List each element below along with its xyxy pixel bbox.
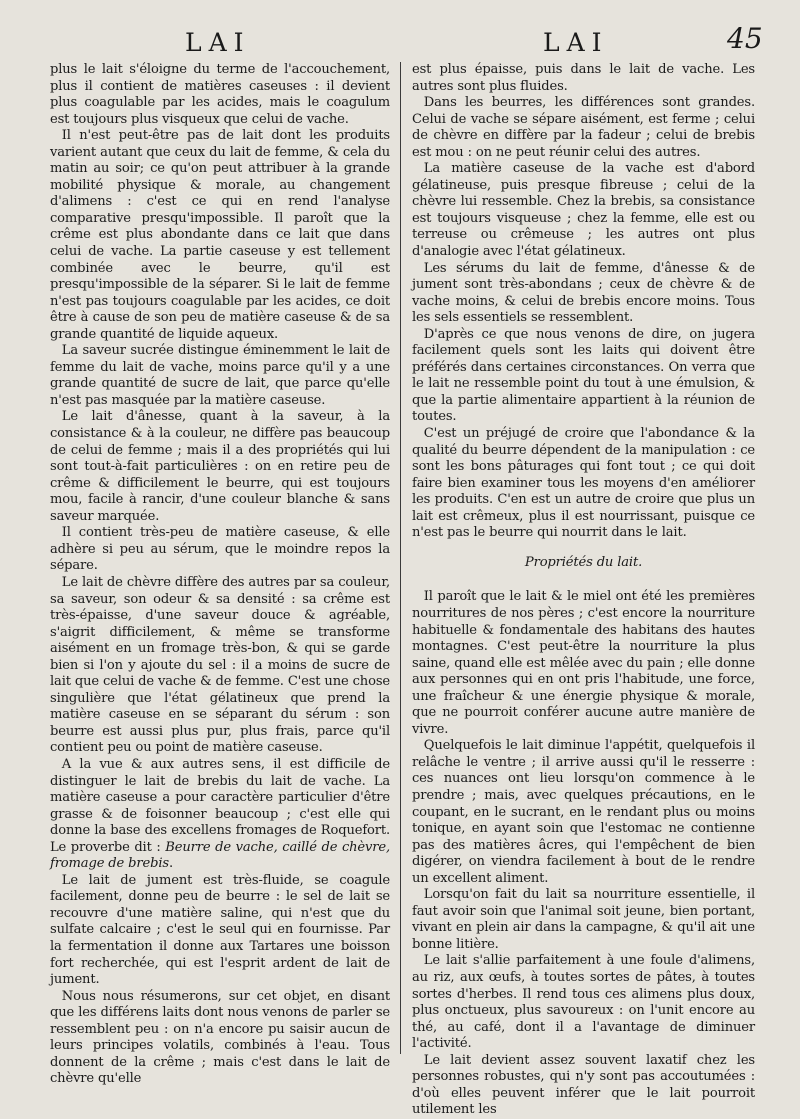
column-divider xyxy=(400,62,401,1054)
paragraph: Il n'est peut-être pas de lait dont les produits varient autant que ceux du lait de femme, & cela du matin au soir; ce qu'on peut attribuer à la grande mobilité physique & morale, au changement d'alimens : c'est ce qui en rend l'analyse comparative presqu'impossible. Il paroît que la crême est plus abondante dans ce lait que dans celui de vache. La partie caseuse y est tellement combinée avec le beurre, qu'il est presqu'impossible de la séparer. Si le lait de femme n'est pas toujours coagulable par les acides, ce doit être à cause de son peu de matière caseuse & de sa grande quantité de liquide aqueux. xyxy=(50,128,390,342)
paragraph: plus le lait s'éloigne du terme de l'accouchement, plus il contient de matières caseuses : il devient plus coagulable par les acides, mais le coagulum est toujours plus visqueux que celui de vache. xyxy=(50,62,390,127)
paragraph: est plus épaisse, puis dans le lait de vache. Les autres sont plus fluides. xyxy=(412,62,755,94)
paragraph: D'après ce que nous venons de dire, on jugera facilement quels sont les laits qui doivent être préférés dans certaines circonstances. On verra que le lait ne ressemble point du tout à une émulsion, & que la partie alimentaire appartient à la réunion de toutes. xyxy=(412,326,755,425)
proverb-text: Beurre de vache, caillé de chèvre, fromage de brebis xyxy=(50,839,390,872)
paragraph: Lorsqu'on fait du lait sa nourriture essentielle, il faut avoir soin que l'animal soit jeune, bien portant, vivant en plein air dans la campagne, & qu'il ait une bonne litière. xyxy=(412,887,755,952)
paragraph: Nous nous résumerons, sur cet objet, en disant que les différens laits dont nous venons de parler se ressemblent peu : on n'a encore pu saisir aucun de leurs principes volatils, combinés à l'eau. Tous donnent de la crême ; mais c'est dans le lait de chèvre qu'elle xyxy=(50,988,390,1087)
right-column xyxy=(412,62,755,1119)
paragraph xyxy=(50,757,390,873)
page-header xyxy=(0,20,800,64)
paragraph-tail: . xyxy=(168,856,173,872)
paragraph: Le lait devient assez souvent laxatif chez les personnes robustes, qui n'y sont pas accoutumées : d'où elles peuvent inférer que le lait pourroit utilement les xyxy=(412,1052,755,1118)
paragraph: Le lait de jument est très-fluide, se coagule facilement, donne peu de beurre : le sel de lait se recouvre d'une matière saline, qui n'est que du sulfate calcaire ; c'est le seul qui en fournisse. Par la fermentation il donne aux Tartares une boisson fort recherchée, qui est l'esprit ardent de lait de jument. xyxy=(50,872,390,988)
page-number: 45 xyxy=(727,22,763,55)
paragraph: Il paroît que le lait & le miel ont été les premières nourritures de nos pères ; c'est encore la nourriture habituelle & fondamentale des habitans des hautes montagnes. C'est peut-être la nourriture la plus saine, quand elle est mêlée avec du pain ; elle donne aux personnes qui en ont pris l'habitude, une force, une fraîcheur & une énergie physique & morale, que ne pourroit conférer aucune autre manière de vivre. xyxy=(412,589,755,737)
paragraph: Il contient très-peu de matière caseuse, & elle adhère si peu au sérum, que le moindre repos la sépare. xyxy=(50,525,390,574)
paragraph: Dans les beurres, les différences sont grandes. Celui de vache se sépare aisément, est ferme ; celui de chèvre en diffère par la fadeur ; celui de brebis est mou : on ne peut réunir celui des autres. xyxy=(412,95,755,160)
section-heading: Propriétés du lait. xyxy=(524,554,643,570)
paragraph: C'est un préjugé de croire que l'abondance & la qualité du beurre dépendent de la manipulation : ce sont les bons pâturages qui font tout ; ce qui doit faire bien examiner tous les moyens d'en améliorer les produits. C'en est un autre de croire que plus un lait est crêmeux, plus il est nourrissant, puisque ce n'est pas le beurre qui nourrit dans le lait. xyxy=(412,426,755,541)
paragraph: Quelquefois le lait diminue l'appétit, quelquefois il relâche le ventre ; il arrive aussi qu'il le resserre : ces nuances ont lieu lorsqu'on commence à le prendre ; mais, avec quelques précautions, en le coupant, en le sucrant, en le rendant plus ou moins tonique, en ayant soin que l'estomac ne contienne pas des matières âcres, qui l'empêchent de bien digérer, on viendra facilement à bout de le rendre un excellent aliment. xyxy=(412,738,755,886)
paragraph: La saveur sucrée distingue éminemment le lait de femme du lait de vache, moins parce qu'il y a une grande quantité de sucre de lait, que parce qu'elle n'est pas masquée par la matière caseuse. xyxy=(50,343,390,408)
paragraph: Le lait s'allie parfaitement à une foule d'alimens, au riz, aux œufs, à toutes sortes de pâtes, à toutes sortes d'herbes. Il rend tous ces alimens plus doux, plus onctueux, plus savoureux : on l'unit encore au thé, au café, dont il a l'avantage de diminuer l'activité. xyxy=(412,953,755,1052)
paragraph: Les sérums du lait de femme, d'ânesse & de jument sont très-abondans ; ceux de chèvre & de vache moins, & celui de brebis encore moins. Tous les sels essentiels se ressemblent. xyxy=(412,260,755,326)
paragraph-text: A la vue & aux autres sens, il est difficile de distinguer le lait de brebis du lait de vache. La matière caseuse a pour caractère particulier d'être grasse & de foisonner beaucoup ; c'est elle qui donne la base des excellens fromages de Roquefort. Le proverbe dit : xyxy=(50,756,390,855)
paragraph: Le lait d'ânesse, quant à la saveur, à la consistance & à la couleur, ne diffère pas beaucoup de celui de femme ; mais il a des propriétés qui lui sont tout-à-fait particulières : on en retire peu de crême & difficilement le beurre, qui est toujours mou, facile à rancir, d'une couleur blanche & sans saveur marquée. xyxy=(50,409,390,524)
running-head-left: LAI xyxy=(185,28,251,57)
paragraph: Le lait de chèvre diffère des autres par sa couleur, sa saveur, son odeur & sa densité : sa crême est très-épaisse, d'une saveur douce & agréable, s'aigrit difficilement, & même se transforme aisément en un fromage très-bon, & qui se garde bien si l'on y ajoute du sel : il a moins de sucre de lait que celui de vache & de femme. C'est une chose singulière que l'état gélatineux que prend la matière caseuse en se séparant du sérum : son beurre est aussi plus pur, plus frais, parce qu'il contient peu ou point de matière caseuse. xyxy=(50,574,390,756)
paragraph: La matière caseuse de la vache est d'abord gélatineuse, puis presque fibreuse ; celui de la chèvre lui ressemble. Chez la brebis, sa consistance est toujours visqueuse ; chez la femme, elle est ou terreuse ou crêmeuse ; les autres ont plus d'analogie avec l'état gélatineux. xyxy=(412,161,755,260)
left-column xyxy=(50,62,390,1088)
running-head-right: LAI xyxy=(543,28,609,57)
